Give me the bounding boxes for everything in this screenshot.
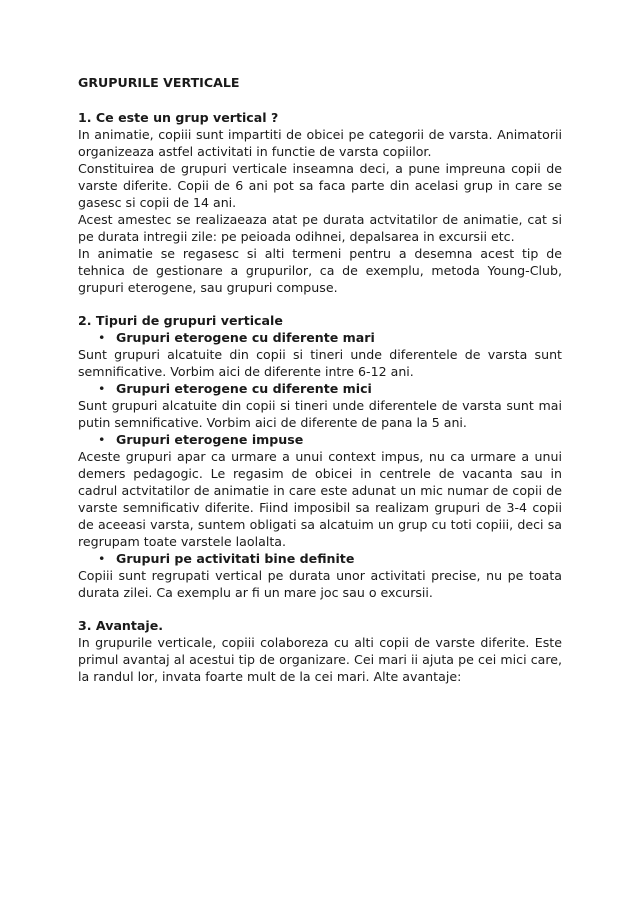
paragraph: In animatie, copiii sunt impartiti de obicei pe categorii de varsta. Animatorii organizeaza astfel activitati in functie de varsta copiilor. <box>78 127 562 159</box>
section-heading: 3. Avantaje. <box>78 618 164 633</box>
bullet-item <box>78 550 562 567</box>
bullet-item <box>78 329 562 346</box>
paragraph: Aceste grupuri apar ca urmare a unui context impus, nu ca urmare a unui demers pedagogic. Le regasim de obicei in centrele de vacanta sau in cadrul actvitatilor de animatie in care este adunat un mic numar de copii de varste semnificativ diferite. Fiind imposibil sa realizam grupuri de 3-4 copii de aceeasi varsta, suntem obligati sa alcatuim un grup cu toti copiii, deci sa regrupam toate varstele laolalta. <box>78 449 562 549</box>
bullet-title: Grupuri eterogene impuse <box>116 432 304 447</box>
bullet-icon: • <box>98 432 106 447</box>
bullet-icon: • <box>98 381 106 396</box>
bullet-item <box>78 380 562 397</box>
paragraph: Constituirea de grupuri verticale inseamna deci, a pune impreuna copii de varste diferite. Copii de 6 ani pot sa faca parte din acelasi grup in care se gasesc si copii de 14 ani. <box>78 161 562 210</box>
bullet-item <box>78 431 562 448</box>
bullet-title: Grupuri pe activitati bine definite <box>116 551 355 566</box>
paragraph: Acest amestec se realizaeaza atat pe durata actvitatilor de animatie, cat si pe durata intregii zile: pe peioada odihnei, depalsarea in excursii etc. <box>78 212 562 244</box>
bullet-title: Grupuri eterogene cu diferente mici <box>116 381 372 396</box>
paragraph: In grupurile verticale, copiii colaboreza cu alti copii de varste diferite. Este primul avantaj al acestui tip de organizare. Cei mari ii ajuta pe cei mici care, la randul lor, invata foarte mult de la cei mari. Alte avantaje: <box>78 635 562 684</box>
document-page <box>78 74 562 685</box>
bullet-icon: • <box>98 551 106 566</box>
paragraph: Copiii sunt regrupati vertical pe durata unor activitati precise, nu pe toata durata zilei. Ca exemplu ar fi un mare joc sau o excursii. <box>78 568 562 600</box>
section-heading: 1. Ce este un grup vertical ? <box>78 110 279 125</box>
bullet-title: Grupuri eterogene cu diferente mari <box>116 330 375 345</box>
paragraph: Sunt grupuri alcatuite din copii si tineri unde diferentele de varsta sunt mai putin semnificative. Vorbim aici de diferente de pana la 5 ani. <box>78 398 562 430</box>
paragraph: In animatie se regasesc si alti termeni pentru a desemna acest tip de tehnica de gestionare a grupurilor, ca de exemplu, metoda Young-Club, grupuri eterogene, sau grupuri compuse. <box>78 246 562 295</box>
document-title: GRUPURILE VERTICALE <box>78 75 240 90</box>
section-heading: 2. Tipuri de grupuri verticale <box>78 313 283 328</box>
bullet-icon: • <box>98 330 106 345</box>
paragraph: Sunt grupuri alcatuite din copii si tineri unde diferentele de varsta sunt semnificative. Vorbim aici de diferente intre 6-12 ani. <box>78 347 562 379</box>
